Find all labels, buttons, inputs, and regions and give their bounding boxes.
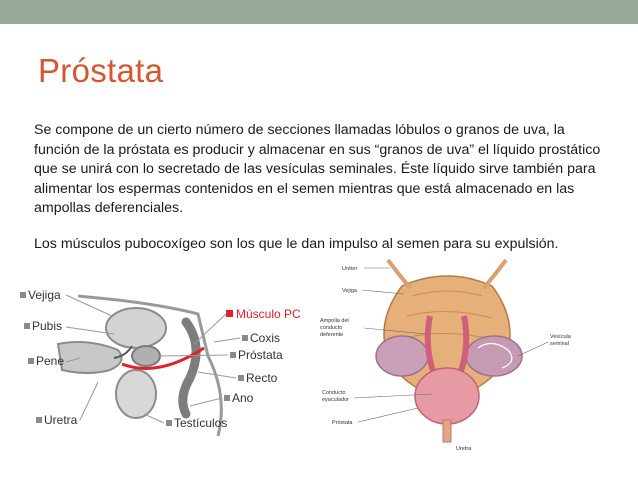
label-ampolla-1: Ampolla del xyxy=(320,318,349,324)
label-musculo-pc: Músculo PC xyxy=(236,307,301,321)
testicles-shape xyxy=(116,370,156,418)
label-ampolla-3: deferente xyxy=(320,332,344,338)
prostate-shape xyxy=(132,346,160,366)
label-prostata-right: Próstata xyxy=(332,420,353,426)
label-ano: Ano xyxy=(232,391,254,405)
label-pubis: Pubis xyxy=(32,319,63,333)
label-pene: Pene xyxy=(36,354,65,368)
label-recto: Recto xyxy=(246,371,278,385)
label-uretra: Uretra xyxy=(44,413,78,427)
label-uretra-right: Uretra xyxy=(456,446,472,452)
label-conducto-1: Conducto xyxy=(322,390,346,396)
paragraph-pc-muscles: Los músculos pubocoxígeo son los que le dan impulso al semen para su expulsión. xyxy=(34,236,559,252)
pelvic-diagram xyxy=(18,286,318,446)
label-vesicula-2: seminal xyxy=(550,341,569,347)
slide-title: Próstata xyxy=(38,52,164,89)
top-accent-bar xyxy=(0,0,638,24)
label-vejiga: Vejiga xyxy=(28,288,61,302)
paragraph-prostate-function: Se compone de un cierto número de secciones llamadas lóbulos o granos de uva, la función de la próstata es producir y almacenar en sus “granos de uva” el líquido prostático que se unirá con lo secretado de las vesículas seminales. Éste líquido sirve también para alimentar los espermas contenidos en el semen mientras que está almacenado en las ampollas deferenciales. xyxy=(34,122,601,217)
prostate-seminal-diagram xyxy=(312,256,582,456)
right-seminal-vesicle-shape xyxy=(466,336,522,376)
label-coxis: Coxis xyxy=(250,331,281,345)
urethra-shape xyxy=(443,420,451,442)
prostate-shape xyxy=(415,368,479,424)
label-vejiga-right: Vejiga xyxy=(342,288,357,294)
label-prostata: Próstata xyxy=(238,348,283,362)
label-ampolla-2: conducto xyxy=(320,325,343,331)
label-vesicula-1: Vesícula xyxy=(550,334,571,340)
label-ureter: Uréter xyxy=(342,266,358,272)
bladder-shape xyxy=(106,308,166,348)
left-seminal-vesicle-shape xyxy=(376,336,428,376)
rectum-shape xyxy=(183,322,196,414)
penis-shape xyxy=(58,342,122,373)
label-conducto-2: eyaculador xyxy=(322,397,349,403)
label-testiculos: Testículos xyxy=(174,416,228,430)
